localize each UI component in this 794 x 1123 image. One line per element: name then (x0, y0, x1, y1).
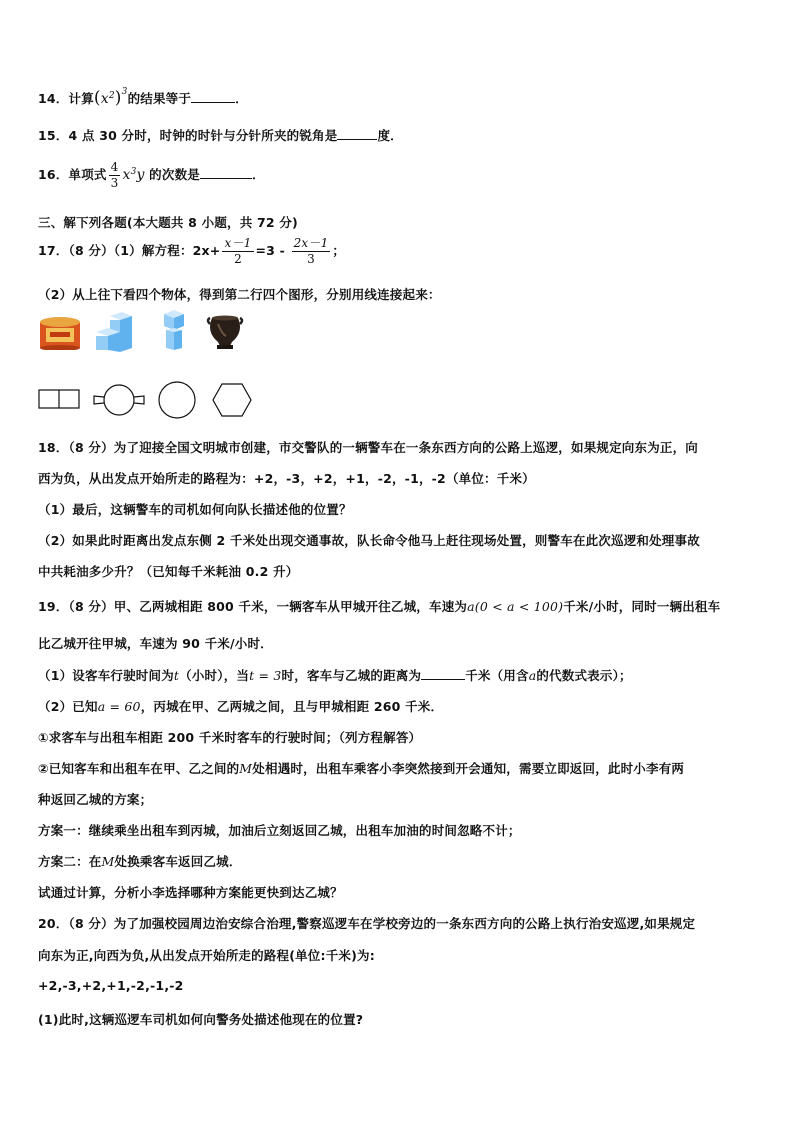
question-19-final: 试通过计算，分析小李选择哪种方案能更快到达乙城？ (38, 885, 343, 900)
circle-with-tabs-view (91, 383, 147, 420)
circle-view (157, 380, 197, 423)
question-19-sub2: （2）已知a = 60，丙城在甲、乙两城之间，且与甲城相距 260 千米． (38, 699, 444, 714)
can-photo (38, 316, 82, 353)
question-18-sub2: （2）如果此时距离出发点东侧 2 千米处出现交通事故，队长命令他马上赶往现场处置，则警车在此次巡逻和处理事故 (38, 533, 700, 548)
question-19-line1: 19．（8 分）甲、乙两城相距 800 千米，一辆客车从甲城开往乙城，车速为a(0 < a < 100)千米/小时，同时一辆出租车 (38, 599, 721, 614)
two-rectangles-view (38, 389, 80, 412)
question-15: 15．4 点 30 分时，时钟的时针与分针所夹的锐角是 度． (38, 128, 403, 143)
question-18-sub2-cont: 中共耗油多少升？（已知每千米耗油 0.2 升） (38, 564, 299, 579)
fraction: $\frac{2x-1}{3}$ (293, 236, 329, 266)
question-20-sub1: (1)此时,这辆巡逻车司机如何向警务处描述他现在的位置? (38, 1012, 364, 1027)
stacked-cubes (92, 312, 136, 355)
question-19-plan1: 方案一：继续乘坐出租车到丙城，加油后立刻返回乙城，出租车加油的时间忽略不计； (38, 823, 521, 838)
cube-on-cuboid (160, 310, 186, 353)
vase-photo (204, 314, 246, 353)
question-14: 14．计算$(x^2)^3$的结果等于 ． (38, 86, 248, 108)
question-18-line2: 西为负，从出发点开始所走的路程为：+2，-3，+2，+1，-2，-1，-2（单位：千米） (38, 471, 535, 486)
fraction: $\frac{x-1}{2}$ (224, 236, 252, 266)
answer-blank[interactable] (337, 129, 377, 140)
question-17-part2: （2）从上往下看四个物体，得到第二行四个图形，分别用线连接起来： (38, 287, 441, 302)
question-18-sub1: （1）最后，这辆警车的司机如何向队长描述他的位置？ (38, 502, 352, 517)
question-16: 16．单项式 $\frac{4}{3}$ $x^3y$ 的次数是 ． (38, 160, 265, 190)
answer-blank[interactable] (191, 92, 235, 103)
hexagon-view (212, 383, 252, 420)
question-19-sub1: （1）设客车行驶时间为t（小时），当t = 3时，客车与乙城的距离为 千米（用含a的代数式表示）； (38, 668, 632, 683)
section-title: 三、解下列各题(本大题共 8 小题，共 72 分) (38, 215, 298, 230)
answer-blank[interactable] (200, 168, 252, 179)
question-20-line2: 向东为正,向西为负,从出发点开始所走的路程(单位:千米)为: (38, 948, 375, 963)
question-19-sub2-1: ①求客车与出租车相距 200 千米时客车的行驶时间；（列方程解答） (38, 730, 422, 745)
answer-blank[interactable] (421, 669, 465, 680)
question-19-sub2-2-cont: 种返回乙城的方案； (38, 792, 153, 807)
question-17-part1: 17．（8 分）（1）解方程：2x+ $\frac{x-1}{2}$ =3 - $\frac{2x-1}{3}$ ； (38, 236, 346, 266)
question-20-values: +2,-3,+2,+1,-2,-1,-2 (38, 978, 184, 993)
question-19-sub2-2: ②已知客车和出租车在甲、乙之间的M处相遇时，出租车乘客小李突然接到开会通知，需要立即返回，此时小李有两 (38, 761, 685, 776)
question-19-line2: 比乙城开往甲城，车速为 90 千米/小时． (38, 636, 273, 651)
question-19-plan2: 方案二：在M处换乘客车返回乙城． (38, 854, 242, 869)
question-20-line1: 20．（8 分）为了加强校园周边治安综合治理,警察巡逻车在学校旁边的一条东西方向的公路上执行治安巡逻,如果规定 (38, 916, 696, 931)
fraction: $\frac{4}{3}$ (110, 160, 119, 190)
question-18-line1: 18．（8 分）为了迎接全国文明城市创建，市交警队的一辆警车在一条东西方向的公路上巡逻，如果规定向东为正，向 (38, 440, 698, 455)
